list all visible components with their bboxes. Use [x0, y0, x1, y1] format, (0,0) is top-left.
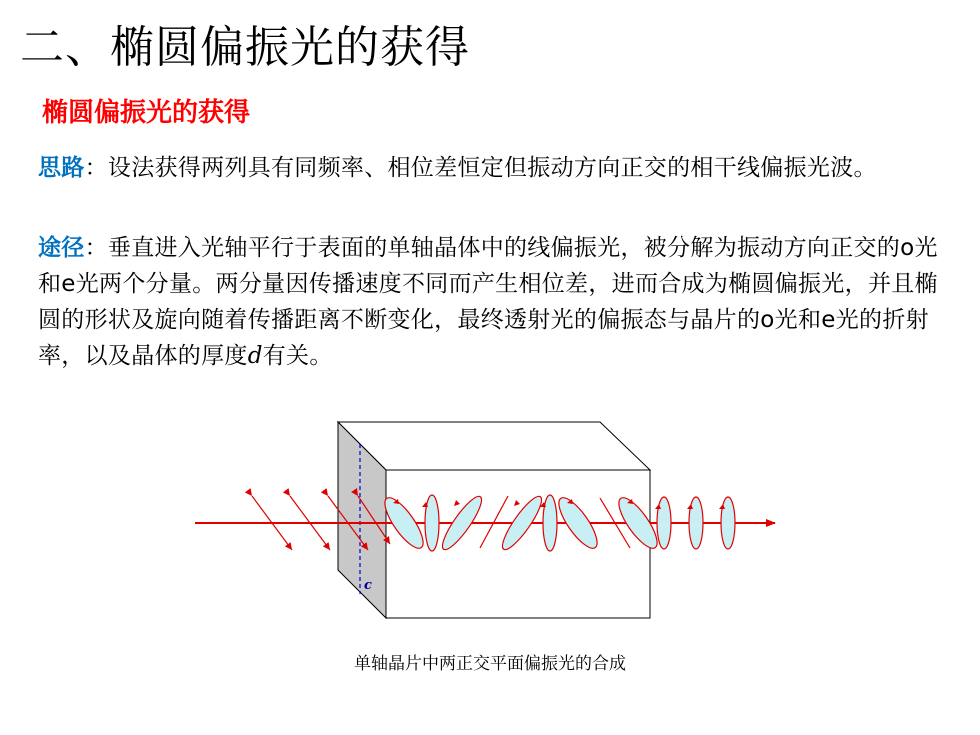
thickness-symbol: d [247, 343, 263, 369]
crystal-diagram [190, 420, 790, 630]
approach-text: ：设法获得两列具有同频率、相位差恒定但振动方向正交的相干线偏振光波。 [84, 155, 877, 181]
method-keyword: 途径 [38, 235, 85, 261]
method-text-after: 有关。 [262, 343, 333, 369]
crystal-top-face [338, 422, 650, 470]
crystal-front-face [386, 470, 650, 618]
page-title: 二、椭圆偏振光的获得 [20, 22, 470, 73]
optic-axis-label: c [364, 578, 372, 593]
section-subtitle: 椭圆偏振光的获得 [42, 98, 251, 128]
approach-paragraph [38, 150, 943, 186]
figure-caption: 单轴晶片中两正交平面偏振光的合成 [354, 654, 626, 674]
approach-keyword: 思路 [38, 155, 85, 181]
method-paragraph [38, 230, 943, 374]
method-text-before: ：垂直进入光轴平行于表面的单轴晶体中的线偏振光，被分解为振动方向正交的o光和e光两个分量。两分量因传播速度不同而产生相位差，进而合成为椭圆偏振光，并且椭圆的形状及旋向随着传播距离不断变化，最终透射光的偏振态与晶片的o光和e光的折射率，以及晶体的厚度 [38, 235, 938, 369]
